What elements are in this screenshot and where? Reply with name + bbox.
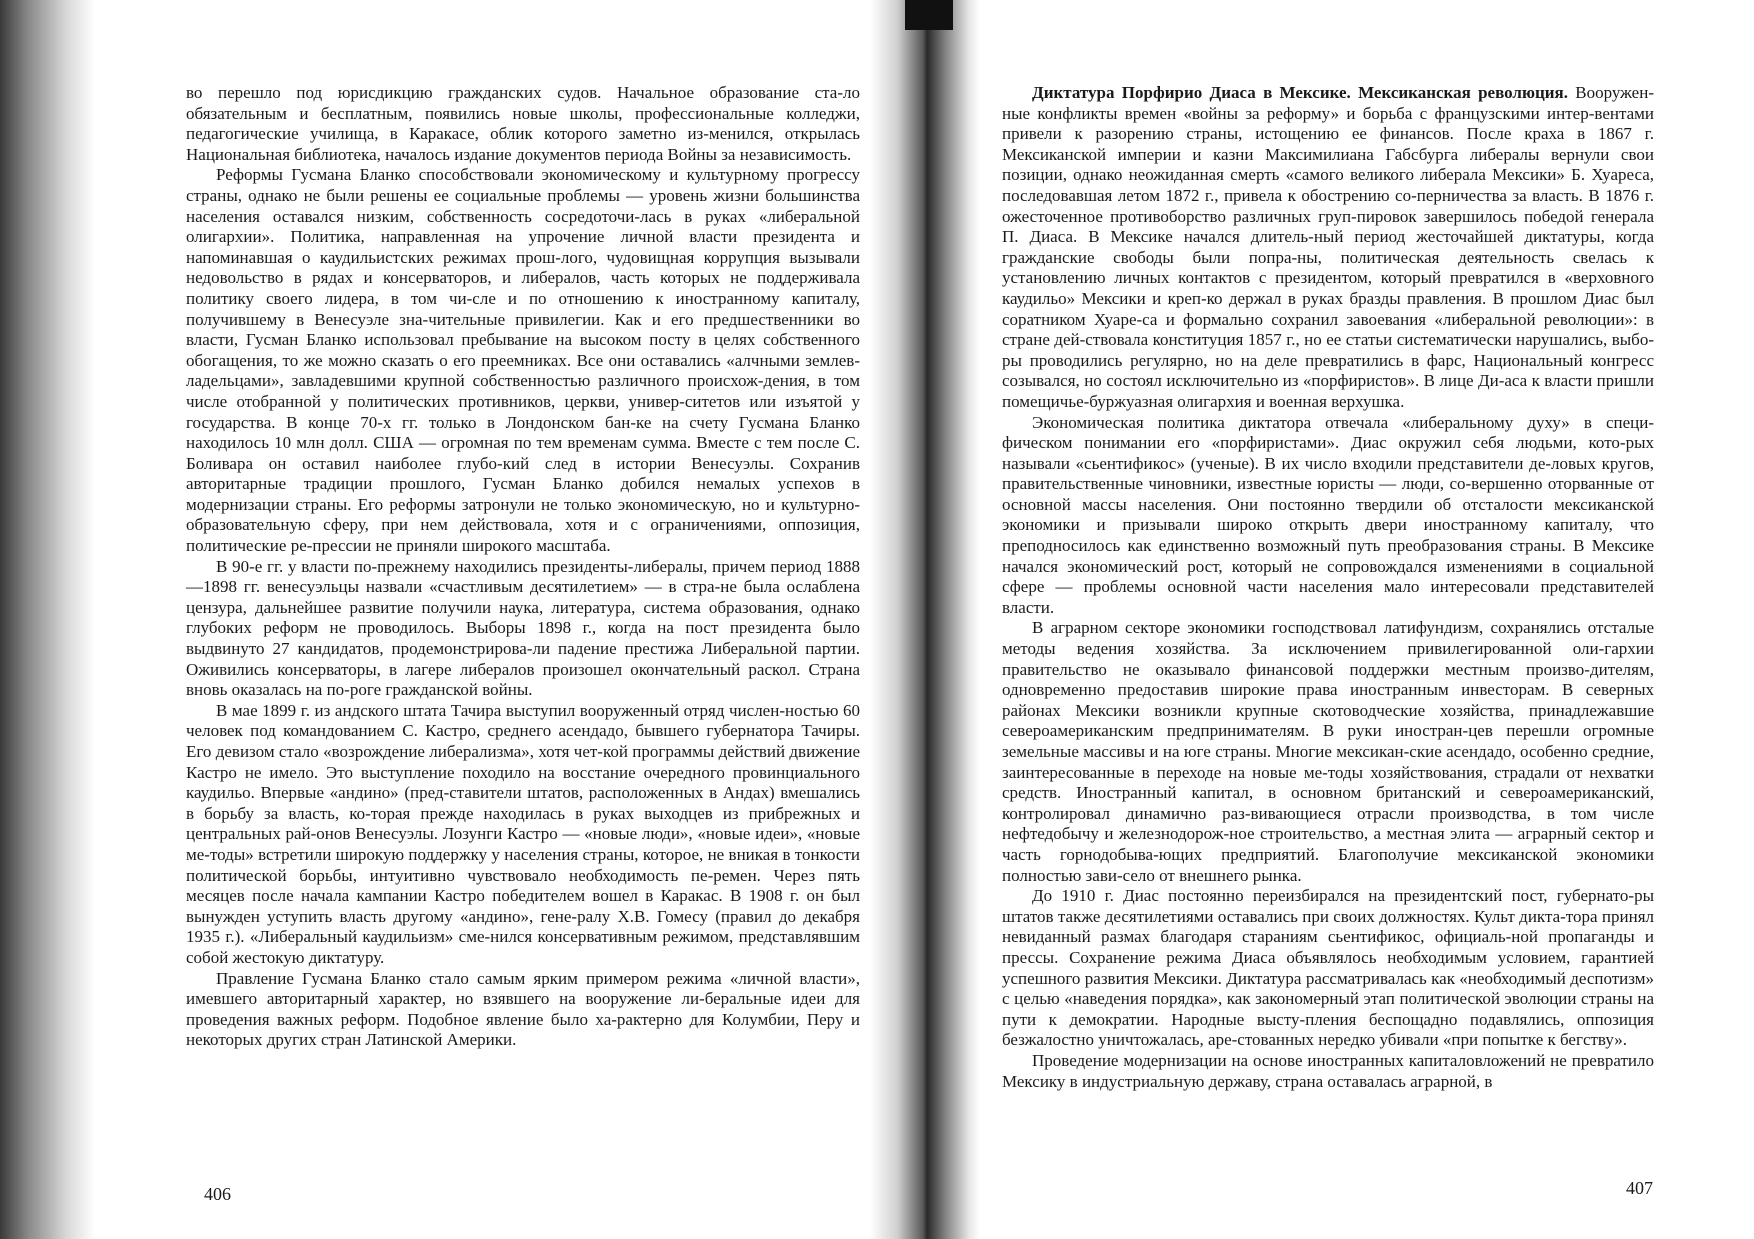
book-gutter <box>870 0 980 1239</box>
page-number-right: 407 <box>1626 1178 1653 1198</box>
paragraph: во перешло под юрисдикцию гражданских судов. Начальное образование ста-ло обязательным и бесплатным, появились новые школы, профессиональные колледжи, педагогические училища, в Каракасе, облик которого заметно из-менился, открылась Национальная библиотека, началось издание документов периода Войны за независимость. <box>186 83 860 164</box>
paragraph: Экономическая политика диктатора отвечала «либеральному духу» в специ-фическом понимании его «порфиристами». Диас окружил себя людьми, кото-рых называли «сьентификос» (ученые). В их число входили представители де-ловых кругов, правительственные чиновники, известные юристы — люди, со-вершенно оторванные от основной массы населения. Они постоянно твердили об отсталости мексиканской экономики и призывали широко открыть двери иностранному капиталу, что преподносилось как единственно возможный путь преобразования страны. В Мексике начался экономический рост, который не сопровождался изменениями в социальной сфере — проблемы основной части населения мало интересовали представителей власти. <box>1002 412 1654 617</box>
paragraph-text: Вооружен-ные конфликты времен «войны за реформу» и борьба с французскими интер-вентами привели к разорению страны, истощению ее финансов. После краха в 1867 г. Мексиканской империи и казни Максимилиана Габсбурга либералы вернули свои позиции, однако неожиданная смерть «самого великого либерала Мексики» Б. Хуареса, последовавшая летом 1872 г., привела к обострению со-перничества за власть. В 1876 г. ожесточенное противоборство различных груп-пировок завершилось победой генерала П. Диаса. В Мексике начался длитель-ный период жесточайшей диктатуры, когда гражданские свободы были попра-ны, политическая деятельность свелась к установлению личных контактов с президентом, который превратился в «верховного каудильо» Мексики и креп-ко держал в руках бразды правления. В прошлом Диас был соратником Хуаре-са и формально сохранил завоевания «либеральной революции»: в стране дей-ствовала конституция 1857 г., но ее статьи систематически нарушались, выбо-ры проводились регулярно, но на деле превратились в фарс, Национальный конгресс созывался, но состоял исключительно из «порфиристов». В лице Ди-аса к власти пришли помещичье-буржуазная олигархия и военная верхушка. <box>1002 83 1654 411</box>
left-page <box>186 83 860 1051</box>
page-number-left: 406 <box>204 1184 231 1204</box>
paragraph: В 90-е гг. у власти по-прежнему находились президенты-либералы, причем период 1888—1898 гг. венесуэльцы назвали «счастливым десятилетием» — в стра-не была ослаблена цензура, дальнейшее развитие получили наука, литература, система образования, однако глубоких реформ не проводилось. Выборы 1898 г., когда на пост президента было выдвинуто 27 кандидатов, продемонстрирова-ли падение престижа Либеральной партии. Оживились консерваторы, в лагере либералов произошел окончательный раскол. Страна вновь оказалась на по-роге гражданской войны. <box>186 556 860 700</box>
right-page <box>1002 83 1654 1092</box>
paragraph: Правление Гусмана Бланко стало самым ярким примером режима «личной власти», имевшего авторитарный характер, но взявшего на вооружение ли-беральные идеи для проведения важных реформ. Подобное явление было ха-рактерно для Колумбии, Перу и некоторых других стран Латинской Америки. <box>186 968 860 1050</box>
paragraph: В аграрном секторе экономики господствовал латифундизм, сохранялись отсталые методы ведения хозяйства. За исключением привилегированной оли-гархии правительство не оказывало финансовой поддержки местным произво-дителям, одновременно предоставив широкие права иностранным инвесторам. В северных районах Мексики возникли крупные скотоводческие хозяйства, принадлежавшие североамериканским предпринимателям. В руки иностран-цев перешли огромные земельные массивы и на юге страны. Многие мексикан-ские асендадо, особенно средние, заинтересованные в переходе на новые ме-тоды хозяйствования, страдали от нехватки средств. Иностранный капитал, в основном британский и североамериканский, контролировал динамично раз-вивающиеся отрасли производства, в том числе нефтедобычу и железнодорож-ное строительство, а местная элита — аграрный сектор и часть горнодобыва-ющих предприятий. Благополучие мексиканской экономики полностью зави-село от внешнего рынка. <box>1002 618 1654 885</box>
page-edge-shadow <box>0 0 95 1239</box>
paragraph: В мае 1899 г. из андского штата Тачира выступил вооруженный отряд числен-ностью 60 человек под командованием С. Кастро, среднего асендадо, бывшего губернатора Тачиры. Его девизом стало «возрождение либерализма», хотя чет-кой программы действий движение Кастро не имело. Это выступление походило на восстание очередного провинциального каудильо. Впервые «андино» (пред-ставители штатов, расположенных в Андах) вмешались в борьбу за власть, ко-торая прежде находилась в руках выходцев из прибрежных и центральных рай-онов Венесуэлы. Лозунги Кастро — «новые люди», «новые идеи», «новые ме-тоды» встретили широкую поддержку у населения страны, которое, не вникая в тонкости политической борьбы, интуитивно чувствовало необходимость пе-ремен. Через пять месяцев после начала кампании Кастро победителем вошел в Каракас. В 1908 г. он был вынужден уступить власть другому «андино», гене-ралу Х.В. Гомесу (правил до декабря 1935 г.). «Либеральный каудильизм» сме-нился консервативным режимом, представлявшим собой жестокую диктатуру. <box>186 700 860 967</box>
paragraph: Реформы Гусмана Бланко способствовали экономическому и культурному прогрессу страны, однако не были решены ее социальные проблемы — уровень жизни большинства населения оставался низким, собственность сосредоточи-лась в руках «либеральной олигархии». Политика, направленная на упрочение личной власти президента и напоминавшая о каудильистских режимах прош-лого, чудовищная коррупция вызывали недовольство в рядах и консерваторов, и либералов, часть которых не поддерживала политику своего лидера, в том чи-сле и по отношению к иностранному капиталу, получившему в Венесуэле зна-чительные привилегии. Как и его предшественники во власти, Гусман Бланко использовал пребывание на высоком посту в целях собственного обогащения, то же можно сказать о его преемниках. Все они оставались «алчными землев-ладельцами», завладевшими крупной собственностью различного происхож-дения, в том числе отобранной у политических противников, церкви, универ-ситетов или изъятой у государства. В конце 70-х гг. только в Лондонском бан-ке на счету Гусмана Бланко находилось 10 млн долл. США — огромная по тем временам сумма. Вместе с тем после С. Боливара он оставил наиболее глубо-кий след в истории Венесуэлы. Сохранив авторитарные традиции прошлого, Гусман Бланко добился немалых успехов в модернизации страны. Его реформы затронули не только экономическую, но и культурно-образовательную сферу, при нем действовала, хотя и с ограничениями, оппозиция, политические ре-прессии не приняли широкого масштаба. <box>186 165 860 556</box>
paragraph <box>1002 83 1654 413</box>
binding-top <box>905 0 953 30</box>
paragraph: Проведение модернизации на основе иностранных капиталовложений не превратило Мексику в индустриальную державу, страна оставалась аграрной, в <box>1002 1050 1654 1091</box>
section-heading: Диктатура Порфирио Диаса в Мексике. Мексиканская революция. <box>1032 83 1568 102</box>
paragraph: До 1910 г. Диас постоянно переизбирался на президентский пост, губернато-ры штатов также десятилетиями оставались при своих должностях. Культ дикта-тора принял невиданный размах благодаря стараниям сьентификос, официаль-ной пропаганды и прессы. Сохранение режима Диаса объявлялось необходимым условием, гарантией успешного развития Мексики. Диктатура рассматривалась как «необходимый деспотизм» с целью «наведения порядка», как закономерный этап политической эволюции страны на пути к демократии. Народные высту-пления беспощадно подавлялись, оппозиция безжалостно уничтожалась, аре-стованных нередко убивали «при попытке к бегству». <box>1002 886 1654 1050</box>
